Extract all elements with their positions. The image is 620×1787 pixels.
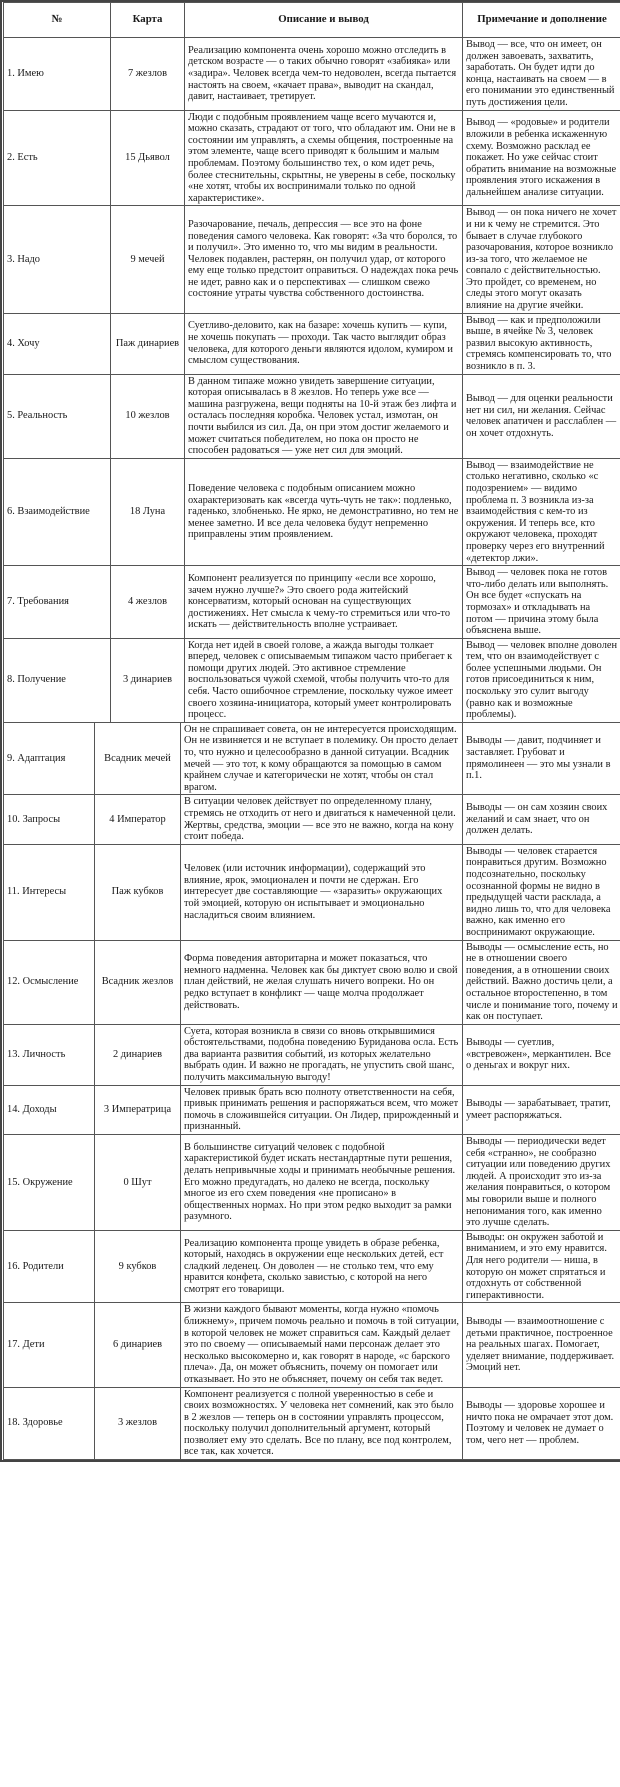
row-card: Паж динариев xyxy=(111,313,185,374)
table-row xyxy=(4,38,620,111)
row-description: Когда нет идей в своей голове, а жажда выгоды толкает вперед, человек с описываемым типажом часто прибегает к помощи других людей. Это активное стремление воспользоваться чужой схемой, чтобы получить что-то для себя. Часто ошибочное стремление, поскольку чужое имеет своего хозяина-инициатора, который умеет контролировать процесс. xyxy=(185,638,463,722)
row-description: Реализацию компонента проще увидеть в образе ребенка, который, находясь в окружении еще нескольких детей, ест сладкий леденец. Он доволен — не столько тем, что ему нравится конфета, сколько завистью, с которой на него смотрят его товарищи. xyxy=(181,1230,463,1303)
table-row xyxy=(4,638,620,722)
table-part-2 xyxy=(3,722,620,1460)
row-note: Выводы — взаимоотношение с детьми практичное, построенное на реальных шагах. Помогает, уделяет внимание, поддерживает. Эмоций нет. xyxy=(463,1303,620,1387)
table-row xyxy=(4,1303,620,1387)
row-card: 15 Дьявол xyxy=(111,110,185,206)
table-row xyxy=(4,110,620,206)
table-row xyxy=(4,1387,620,1460)
row-card: 3 динариев xyxy=(111,638,185,722)
row-number: 2. Есть xyxy=(4,110,111,206)
row-note: Выводы — давит, подчиняет и заставляет. Грубоват и прямолинеен — это мы узнали в п.1. xyxy=(463,722,620,795)
row-note: Вывод — он пока ничего не хочет и ни к чему не стремится. Это бывает в случае глубокого разочарования, которое возникло из-за того, что желаемое не совпало с действительностью. Это пройдет, со временем, но следы этого могут оказать влияние на другие ячейки. xyxy=(463,206,620,313)
row-description: В ситуации человек действует по определенному плану, стремясь не отходить от него и двигаться к намеченной цели. Жертвы, средства, эмоции — все это не важно, когда на кону стоит победа. xyxy=(181,795,463,844)
table-row xyxy=(4,722,620,795)
row-description: Поведение человека с подобным описанием можно охарактеризовать как «всегда чуть-чуть не так»: подленько, гаденько, злобненько. Не ярко, не демонстративно, но тем не менее заметно. И все дела человека будут непременно приправлены этим проявлением. xyxy=(185,458,463,565)
row-card: 9 мечей xyxy=(111,206,185,313)
row-note: Выводы — осмысление есть, но не в отношении своего поведения, а в отношении своих действий. Важно достичь цели, а остальное второстепенно, в том числе и понимание того, почему и как он поступает. xyxy=(463,940,620,1024)
row-number: 4. Хочу xyxy=(4,313,111,374)
row-card: 0 Шут xyxy=(95,1135,181,1231)
row-description: Люди с подобным проявлением чаще всего мучаются и, можно сказать, страдают от того, что обладают им. Они не в состоянии им управлять, а схемы общения, построенные на этом элементе, чаще всего приводят к большим и малым проблемам. Поэтому большинство тех, о ком идет речь, более стеснительны, скрытны, не уверены в себе, поскольку «не хотят, чтобы их воспринимали только по одной характеристике». xyxy=(185,110,463,206)
row-card: 9 кубков xyxy=(95,1230,181,1303)
row-card: 4 Император xyxy=(95,795,181,844)
table-row xyxy=(4,844,620,940)
row-card: 10 жезлов xyxy=(111,374,185,458)
row-number: 3. Надо xyxy=(4,206,111,313)
row-note: Вывод — «родовые» и родители вложили в ребенка искаженную схему. Возможно расклад ее покажет. Но уже сейчас стоит обратить внимание на возможные проявления этого искажения в дальнейшем анализе ситуации. xyxy=(463,110,620,206)
row-description: Человек (или источник информации), содержащий это влияние, ярок, эмоционален и почти не сдержан. Его интересует две составляющие — «заразить» окружающих той эмоцией, которую он испытывает и эмоционально насладиться своим влиянием. xyxy=(181,844,463,940)
row-note: Выводы — он сам хозяин своих желаний и сам знает, что он должен делать. xyxy=(463,795,620,844)
row-note: Вывод — как и предположили выше, в ячейке № 3, человек развил высокую активность, стремясь компенсировать то, что возникло в п. 3. xyxy=(463,313,620,374)
table-row xyxy=(4,458,620,565)
row-number: 13. Личность xyxy=(4,1024,95,1085)
header-description: Описание и вывод xyxy=(185,3,463,38)
row-card: 18 Луна xyxy=(111,458,185,565)
row-card: 7 жезлов xyxy=(111,38,185,111)
row-number: 12. Осмысление xyxy=(4,940,95,1024)
row-number: 15. Окружение xyxy=(4,1135,95,1231)
row-note: Выводы — суетлив, «встревожен», меркантилен. Все о деньгах и вокруг них. xyxy=(463,1024,620,1085)
row-description: Компонент реализуется с полной уверенностью в себе и своих возможностях. У человека нет сомнений, как это было в 2 жезлов — теперь он в состоянии управлять процессом, поскольку получил дополнительный аргумент, который позволяет ему это сделать. Все по плану, все под контролем, все так, как хочется. xyxy=(181,1387,463,1460)
row-description: Форма поведения авторитарна и может показаться, что немного надменна. Человек как бы диктует свою волю и свой план действий, не желая слушать ничего вопреки. Но он редко вступает в конфликт — чаще молча продолжает действовать. xyxy=(181,940,463,1024)
row-number: 8. Получение xyxy=(4,638,111,722)
row-note: Выводы — зарабатывает, тратит, умеет распоряжаться. xyxy=(463,1085,620,1134)
row-description: Человек привык брать всю полноту ответственности на себя, привык принимать решения и распоряжаться всем, что может помочь в сложившейся ситуации. Он Лидер, прирожденный и признанный. xyxy=(181,1085,463,1134)
row-card: 4 жезлов xyxy=(111,566,185,639)
row-note: Вывод — для оценки реальности нет ни сил, ни желания. Сейчас человек апатичен и расслаблен — он хочет отдохнуть. xyxy=(463,374,620,458)
table-row xyxy=(4,940,620,1024)
table-row xyxy=(4,206,620,313)
row-description: Он не спрашивает совета, он не интересуется происходящим. Он не извиняется и не вступает в полемику. Он просто делает то, что нужно и целесообразно в данной ситуации. Всадник мечей — это тот, к кому обращаются за помощью в самом крайнем случае и категорически не хотят, чтобы он стал врагом. xyxy=(181,722,463,795)
row-card: 6 динариев xyxy=(95,1303,181,1387)
table-row xyxy=(4,374,620,458)
row-card: Всадник жезлов xyxy=(95,940,181,1024)
row-number: 7. Требования xyxy=(4,566,111,639)
row-number: 10. Запросы xyxy=(4,795,95,844)
row-number: 14. Доходы xyxy=(4,1085,95,1134)
table-row xyxy=(4,313,620,374)
row-card: 3 жезлов xyxy=(95,1387,181,1460)
row-number: 9. Адаптация xyxy=(4,722,95,795)
row-note: Вывод — все, что он имеет, он должен завоевать, захватить, заработать. Он будет идти до конца, настаивать на своем — в его понимании это единственный путь достижения цели. xyxy=(463,38,620,111)
table-row xyxy=(4,795,620,844)
row-card: 3 Императрица xyxy=(95,1085,181,1134)
row-card: Паж кубков xyxy=(95,844,181,940)
row-note: Выводы: он окружен заботой и вниманием, и это ему нравится. Для него родители — ниша, в которую он может спрятаться и отдохнуть от собственной гиперактивности. xyxy=(463,1230,620,1303)
row-number: 1. Имею xyxy=(4,38,111,111)
row-number: 17. Дети xyxy=(4,1303,95,1387)
row-card: Всадник мечей xyxy=(95,722,181,795)
table-row xyxy=(4,1230,620,1303)
row-number: 16. Родители xyxy=(4,1230,95,1303)
row-note: Вывод — человек пока не готов что-либо делать или выполнять. Он все будет «спускать на тормозах» и откладывать на потом — причина этому была объяснена выше. xyxy=(463,566,620,639)
row-description: Суета, которая возникла в связи со вновь открывшимися обстоятельствами, подобна поведению Буриданова осла. Есть два варианта развития событий, из которых желательно выбрать один. И важно не прогадать, не упустить свой шанс, получить максимальную выгоду! xyxy=(181,1024,463,1085)
row-note: Выводы — периодически ведет себя «странно», не сообразно ситуации или поведению других людей. А происходит это из-за желания понравиться, о котором мы говорили выше и полного непонимания того, как именно это лучше сделать. xyxy=(463,1135,620,1231)
table-row xyxy=(4,1135,620,1231)
header-number: № xyxy=(4,3,111,38)
row-note: Вывод — взаимодействие не столько негативно, сколько «с подозрением» — видимо проблема п. 3 возникла из-за взаимодействия с кем-то из окружения. И теперь все, кто окружают человека, проходят проверку через его внутренний «детектор лжи». xyxy=(463,458,620,565)
row-description: Компонент реализуется по принципу «если все хорошо, зачем нужно лучше?» Это своего рода житейский консерватизм, который основан на существующих достижениях. Нет смысла к чему-то стремиться или что-то искать — действительность вполне устраивает. xyxy=(185,566,463,639)
row-description: Реализацию компонента очень хорошо можно отследить в детском возрасте — о таких обычно говорят «забияка» или «задира». Человек всегда чем-то недоволен, всегда пытается настоять на своем, «качает права», выводит на скандал, давит, настаивает, третирует. xyxy=(185,38,463,111)
row-description: Суетливо-деловито, как на базаре: хочешь купить — купи, не хочешь покупать — проходи. Так часто выглядит образ человека, для которого деньги являются идолом, кумиром и смыслом существования. xyxy=(185,313,463,374)
row-note: Вывод — человек вполне доволен тем, что он взаимодействует с более успешными людьми. Он готов присоединиться к ним, поскольку это сулит выгоду (равно как и возможные проблемы). xyxy=(463,638,620,722)
table-row xyxy=(4,1024,620,1085)
row-number: 11. Интересы xyxy=(4,844,95,940)
row-description: В данном типаже можно увидеть завершение ситуации, которая описывалась в 8 жезлов. Но теперь уже все — машина разгружена, вещи подняты на 10-й этаж без лифта и осталась последняя коробка. Человек устал, измотан, он почти выбился из сил. Да, он при этом достиг желаемого и может считаться победителем, но пока он просто не способен радоваться — уже нет сил для эмоций. xyxy=(185,374,463,458)
row-number: 6. Взаимодействие xyxy=(4,458,111,565)
table-row xyxy=(4,566,620,639)
row-description: В большинстве ситуаций человек с подобной характеристикой будет искать нестандартные пути решения, делать непривычные ходы и принимать необычные решения. Его можно предугадать, но далеко не всегда, поскольку многое из его схем поведения «не прописано» в общественных нормах. Но при этом редко выходит за рамки разумного. xyxy=(181,1135,463,1231)
row-note: Выводы — здоровье хорошее и ничто пока не омрачает этот дом. Поэтому и человек не думает о том, чего нет — проблем. xyxy=(463,1387,620,1460)
row-card: 2 динариев xyxy=(95,1024,181,1085)
header-card: Карта xyxy=(111,3,185,38)
table-part-1 xyxy=(3,2,620,723)
header-note: Примечание и дополнение xyxy=(463,3,620,38)
row-note: Выводы — человек старается понравиться другим. Возможно подсознательно, поскольку осознанной формы не видно в предыдущей части расклада, а видно лишь то, что для человека важно, как именно его воспринимают окружающие. xyxy=(463,844,620,940)
row-description: Разочарование, печаль, депрессия — все это на фоне поведения самого человека. Как говорят: «За что боролся, то и получил». Это именно то, что мы видим в реальности. Человек подавлен, растерян, он получил удар, от которого ему еще только предстоит оправиться. О надеждах пока речь не идет, равно как и о перспективах — слишком свежо состояние утраты чувства собственного достоинства. xyxy=(185,206,463,313)
row-description: В жизни каждого бывают моменты, когда нужно «помочь ближнему», причем помочь реально и помочь в той ситуации, в которой человек не может справиться сам. Каждый делает это по своему — описываемый нами персонаж делает это несколько высокомерно и, как говорят в народе, «с барского плеча». Да, он может объяснить, почему он помогает или отказывает. Но это не объясняет, почему он себя так ведет. xyxy=(181,1303,463,1387)
table-header-row xyxy=(4,3,620,38)
table-row xyxy=(4,1085,620,1134)
row-number: 5. Реальность xyxy=(4,374,111,458)
row-number: 18. Здоровье xyxy=(4,1387,95,1460)
